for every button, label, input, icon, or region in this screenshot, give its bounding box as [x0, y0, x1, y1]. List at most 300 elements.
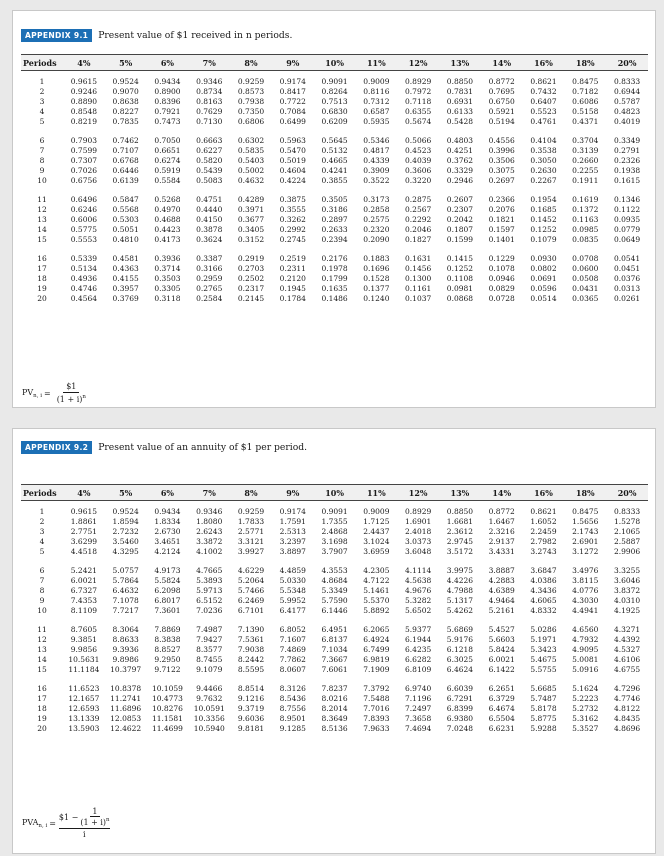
value-cell: 8.8527 [154, 645, 181, 654]
value-cell: 0.4423 [154, 225, 181, 234]
value-cell: 0.5428 [446, 117, 474, 126]
value-cell: 5.3162 [572, 714, 599, 723]
value-cell: 4.8696 [613, 724, 641, 733]
rate-header: 16% [523, 485, 565, 501]
value-cell: 0.5963 [279, 136, 306, 145]
value-cell: 8.9501 [279, 714, 306, 723]
period-cell: 2 [39, 87, 45, 96]
value-cell: 0.6931 [446, 97, 474, 106]
value-cell: 0.5303 [112, 215, 139, 224]
value-cell: 6.8052 [279, 625, 306, 634]
value-cell: 6.9380 [446, 714, 474, 723]
value-cell: 7.0248 [446, 724, 474, 733]
period-cell: 6 [39, 566, 45, 575]
value-cell: 7.1909 [363, 665, 390, 674]
value-cell: 2.1743 [572, 527, 599, 536]
value-cell: 9.2950 [154, 655, 181, 664]
value-cell: 0.7972 [405, 87, 432, 96]
value-cell: 0.3173 [363, 195, 390, 204]
period-cell: 18 [37, 274, 47, 283]
value-cell: 0.1161 [405, 284, 432, 293]
value-cell: 3.1698 [321, 537, 348, 546]
table-row [21, 77, 648, 87]
value-cell: 0.0981 [446, 284, 474, 293]
value-cell: 0.2584 [196, 294, 223, 303]
value-cell: 0.7903 [70, 136, 98, 145]
value-cell: 0.2176 [321, 254, 348, 263]
value-cell: 7.3658 [405, 714, 432, 723]
rate-header: 5% [105, 55, 147, 71]
rate-header: 13% [439, 55, 481, 71]
value-cell: 4.8435 [613, 714, 641, 723]
value-cell: 3.3872 [196, 537, 223, 546]
value-cell: 5.5370 [363, 596, 390, 605]
value-cell: 0.0779 [613, 225, 641, 234]
value-cell: 7.8869 [154, 625, 181, 634]
value-cell: 3.6959 [363, 547, 390, 556]
value-cell: 4.5327 [613, 645, 641, 654]
rate-header: 8% [230, 485, 272, 501]
value-cell: 0.2145 [237, 294, 265, 303]
value-cell: 1.7833 [237, 517, 265, 526]
rate-header: 4% [63, 55, 105, 71]
value-cell: 0.3538 [530, 146, 557, 155]
value-cell: 0.1799 [321, 274, 348, 283]
rate-header: 11% [355, 55, 397, 71]
value-cell: 0.2090 [363, 235, 390, 244]
value-cell: 11.1184 [68, 665, 100, 674]
value-cell: 0.9615 [70, 507, 98, 516]
value-cell: 0.8929 [405, 77, 432, 86]
value-cell: 0.1528 [363, 274, 390, 283]
value-cell: 7.5361 [237, 635, 265, 644]
value-cell: 0.3050 [530, 156, 557, 165]
table-row [21, 625, 648, 635]
value-cell: 9.7632 [196, 694, 223, 703]
value-cell: 0.4289 [237, 195, 265, 204]
table-title: Present value of $1 received in n periods. [98, 30, 293, 41]
value-cell: 0.0728 [488, 294, 515, 303]
value-cell: 0.0514 [530, 294, 557, 303]
value-cell: 0.8929 [405, 507, 432, 516]
period-cell: 18 [37, 704, 47, 713]
value-cell: 0.4688 [154, 215, 181, 224]
value-cell: 0.5134 [70, 264, 98, 273]
value-cell: 0.7473 [154, 117, 181, 126]
table-row [21, 606, 648, 616]
value-cell: 1.8861 [70, 517, 98, 526]
value-cell: 0.4440 [196, 205, 223, 214]
table-row [21, 215, 648, 225]
value-cell: 0.3714 [154, 264, 181, 273]
table-row [21, 274, 648, 284]
value-cell: 7.8237 [321, 684, 348, 693]
value-cell: 5.4527 [488, 625, 515, 634]
value-cell: 0.6499 [279, 117, 306, 126]
value-cell: 0.5268 [154, 195, 181, 204]
value-cell: 0.9070 [112, 87, 139, 96]
value-cell: 0.8850 [446, 77, 474, 86]
value-cell: 0.9174 [279, 507, 306, 516]
rate-header: 18% [564, 55, 606, 71]
value-cell: 5.6869 [446, 625, 474, 634]
value-cell: 0.1346 [613, 195, 641, 204]
value-cell: 0.4810 [112, 235, 139, 244]
value-cell: 0.0600 [572, 264, 599, 273]
value-cell: 11.1581 [151, 714, 183, 723]
value-cell: 6.5504 [488, 714, 515, 723]
value-cell: 6.7101 [237, 606, 265, 615]
value-cell: 7.6061 [321, 665, 348, 674]
value-cell: 8.7455 [196, 655, 223, 664]
value-cell: 6.4951 [321, 625, 348, 634]
value-cell: 0.3118 [154, 294, 181, 303]
value-cell: 0.1229 [488, 254, 515, 263]
value-cell: 4.3295 [112, 547, 139, 556]
value-cell: 0.3762 [446, 156, 474, 165]
rate-header: 14% [481, 55, 523, 71]
table-row [21, 195, 648, 205]
value-cell: 0.0802 [530, 264, 557, 273]
value-cell: 6.8137 [321, 635, 348, 644]
value-cell: 0.2919 [237, 254, 265, 263]
table-row [21, 156, 648, 166]
value-cell: 5.3527 [572, 724, 599, 733]
value-cell: 5.9176 [446, 635, 474, 644]
value-cell: 0.0935 [613, 215, 641, 224]
value-cell: 9.9856 [70, 645, 98, 654]
value-cell: 0.1163 [572, 215, 599, 224]
value-cell: 0.4581 [112, 254, 139, 263]
value-cell: 0.1452 [530, 215, 557, 224]
value-cell: 0.7831 [446, 87, 474, 96]
value-cell: 0.8333 [613, 77, 641, 86]
value-cell: 0.6133 [446, 107, 474, 116]
value-cell: 0.3875 [279, 195, 306, 204]
value-cell: 0.3606 [405, 166, 432, 175]
value-cell: 5.7487 [530, 694, 557, 703]
value-cell: 0.7938 [237, 97, 265, 106]
period-cell: 13 [37, 215, 47, 224]
value-cell: 10.3797 [110, 665, 142, 674]
rate-header: 6% [147, 55, 189, 71]
value-cell: 0.5339 [70, 254, 98, 263]
table-row [21, 284, 648, 294]
value-cell: 9.4466 [196, 684, 223, 693]
rate-header: 10% [314, 485, 356, 501]
value-cell: 0.1807 [446, 225, 474, 234]
value-cell: 0.1599 [446, 235, 474, 244]
value-cell: 0.5775 [70, 225, 98, 234]
value-cell: 0.6944 [613, 87, 641, 96]
value-cell: 7.3792 [363, 684, 390, 693]
value-cell: 5.1317 [446, 596, 474, 605]
value-cell: 0.8227 [112, 107, 139, 116]
value-cell: 8.0216 [321, 694, 348, 703]
period-cell: 10 [37, 606, 47, 615]
value-cell: 6.7499 [363, 645, 390, 654]
value-cell: 0.3166 [196, 264, 223, 273]
value-cell: 0.7026 [70, 166, 98, 175]
value-cell: 4.3436 [530, 586, 557, 595]
appendix-badge: APPENDIX 9.2 [21, 441, 92, 454]
value-cell: 0.1078 [488, 264, 515, 273]
value-cell: 2.2459 [530, 527, 557, 536]
formula-denominator: i [82, 830, 86, 839]
value-cell: 0.5553 [70, 235, 98, 244]
value-cell: 7.5488 [363, 694, 390, 703]
value-cell: 4.2124 [154, 547, 181, 556]
value-cell: 0.2311 [279, 264, 306, 273]
rate-header: 10% [314, 55, 356, 71]
period-cell: 7 [39, 146, 45, 155]
period-cell: 5 [39, 117, 45, 126]
value-cell: 0.1456 [405, 264, 432, 273]
value-cell: 0.2292 [405, 215, 432, 224]
value-cell: 8.7605 [70, 625, 98, 634]
group-spacer [21, 675, 648, 684]
value-cell: 6.4177 [279, 606, 306, 615]
value-cell: 5.0286 [530, 625, 557, 634]
value-cell: 11.2741 [110, 694, 142, 703]
value-cell: 0.4823 [613, 107, 641, 116]
value-cell: 9.8986 [112, 655, 139, 664]
value-cell: 8.3649 [321, 714, 348, 723]
appendix-9-1-panel [12, 10, 656, 408]
value-cell: 0.3522 [363, 176, 390, 185]
value-cell: 0.0930 [530, 254, 557, 263]
value-cell: 7.9427 [196, 635, 223, 644]
value-cell: 5.9952 [279, 596, 306, 605]
value-cell: 0.4173 [154, 235, 181, 244]
rate-header: 7% [188, 55, 230, 71]
value-cell: 0.1821 [488, 215, 515, 224]
value-cell: 3.5172 [446, 547, 474, 556]
value-cell: 4.1002 [196, 547, 223, 556]
value-cell: 4.7988 [446, 586, 474, 595]
value-cell: 0.1685 [530, 205, 557, 214]
value-cell: 8.3064 [112, 625, 139, 634]
value-cell: 0.3186 [321, 205, 348, 214]
value-cell: 10.1059 [151, 684, 183, 693]
value-cell: 3.2743 [530, 547, 557, 556]
value-cell: 0.0868 [446, 294, 474, 303]
value-cell: 10.8378 [110, 684, 142, 693]
value-cell: 3.8372 [613, 586, 641, 595]
value-cell: 6.8017 [154, 596, 181, 605]
value-cell: 0.5051 [112, 225, 139, 234]
value-cell: 0.7921 [154, 107, 181, 116]
value-cell: 0.4339 [363, 156, 390, 165]
value-cell: 0.5132 [321, 146, 348, 155]
value-cell: 0.9434 [154, 77, 181, 86]
value-cell: 6.0021 [70, 576, 98, 585]
rate-header: 11% [355, 485, 397, 501]
value-cell: 2.4437 [363, 527, 390, 536]
value-cell: 7.3601 [154, 606, 181, 615]
group-spacer [21, 557, 648, 566]
value-cell: 3.6847 [530, 566, 557, 575]
value-cell: 2.9745 [446, 537, 474, 546]
value-cell: 0.2502 [237, 274, 265, 283]
value-cell: 12.6593 [68, 704, 100, 713]
value-cell: 0.2992 [279, 225, 306, 234]
value-cell: 1.5656 [572, 517, 599, 526]
value-cell: 0.3305 [154, 284, 181, 293]
value-cell: 0.3262 [279, 215, 306, 224]
value-cell: 1.7591 [279, 517, 306, 526]
value-cell: 0.0541 [613, 254, 641, 263]
value-cell: 4.0310 [613, 596, 641, 605]
value-cell: 5.7590 [321, 596, 348, 605]
value-cell: 10.0591 [193, 704, 225, 713]
value-cell: 7.9633 [363, 724, 390, 733]
value-cell: 0.5584 [154, 176, 181, 185]
value-cell: 0.6756 [70, 176, 98, 185]
value-cell: 3.1024 [363, 537, 390, 546]
value-cell: 0.0508 [572, 274, 599, 283]
value-cell: 6.8109 [405, 665, 432, 674]
value-cell: 4.6229 [237, 566, 265, 575]
value-cell: 0.2630 [530, 166, 557, 175]
value-cell: 4.6755 [613, 665, 641, 674]
value-cell: 1.7355 [321, 517, 348, 526]
value-cell: 4.9464 [488, 596, 515, 605]
value-cell: 0.1615 [613, 176, 641, 185]
table-row [21, 596, 648, 606]
value-cell: 6.2651 [488, 684, 515, 693]
value-cell: 0.4251 [446, 146, 474, 155]
appendix-badge: APPENDIX 9.1 [21, 29, 92, 42]
value-cell: 3.3255 [613, 566, 641, 575]
value-cell: 4.5638 [405, 576, 432, 585]
value-cell: 0.0376 [613, 274, 641, 283]
value-cell: 0.1079 [530, 235, 557, 244]
table-row [21, 694, 648, 704]
group-spacer [21, 245, 648, 254]
value-cell: 4.4941 [572, 606, 599, 615]
value-cell: 0.2076 [488, 205, 515, 214]
value-cell: 5.1971 [530, 635, 557, 644]
value-cell: 4.3271 [613, 625, 641, 634]
value-cell: 2.7751 [70, 527, 98, 536]
value-cell: 3.4331 [488, 547, 515, 556]
value-cell: 0.3349 [613, 136, 641, 145]
value-cell: 0.8163 [196, 97, 223, 106]
value-cell: 0.1377 [363, 284, 390, 293]
value-cell: 0.4761 [530, 117, 557, 126]
rate-header: 12% [397, 485, 439, 501]
rate-header: 9% [272, 485, 314, 501]
value-cell: 0.7118 [405, 97, 432, 106]
value-cell: 0.5787 [613, 97, 641, 106]
formula-inner-fraction: $\frac{1}{(1 + i)^n}$ [80, 807, 110, 827]
value-cell: 0.1945 [279, 284, 306, 293]
value-cell: 6.2098 [154, 586, 181, 595]
present-value-table [21, 54, 648, 304]
value-cell: 0.3624 [196, 235, 223, 244]
value-cell: 8.5595 [237, 665, 265, 674]
table-row [21, 136, 648, 146]
value-cell: 5.9377 [405, 625, 432, 634]
value-cell: 0.4039 [405, 156, 432, 165]
table-row [21, 507, 648, 517]
value-cell: 6.4624 [446, 665, 474, 674]
value-cell: 0.2394 [321, 235, 348, 244]
table-row [21, 537, 648, 547]
value-cell: 5.5824 [154, 576, 181, 585]
value-cell: 0.5019 [279, 156, 306, 165]
value-cell: 4.2883 [488, 576, 515, 585]
value-cell: 0.4751 [196, 195, 223, 204]
value-cell: 10.4773 [151, 694, 183, 703]
value-cell: 3.4976 [572, 566, 599, 575]
value-cell: 4.4859 [279, 566, 306, 575]
rate-header: 8% [230, 55, 272, 71]
value-cell: 5.8892 [363, 606, 390, 615]
value-cell: 2.3612 [446, 527, 474, 536]
value-cell: 0.3405 [237, 225, 265, 234]
value-cell: 6.2065 [363, 625, 390, 634]
value-cell: 0.3996 [488, 146, 515, 155]
value-cell: 6.1446 [321, 606, 348, 615]
formula-fraction [54, 382, 89, 404]
value-cell: 9.6036 [237, 714, 265, 723]
value-cell: 0.0835 [572, 235, 599, 244]
value-cell: 0.3878 [196, 225, 223, 234]
value-cell: 2.4018 [405, 527, 432, 536]
value-cell: 4.7746 [613, 694, 641, 703]
value-cell: 0.3555 [279, 205, 306, 214]
value-cell: 0.1252 [530, 225, 557, 234]
value-cell: 0.8772 [488, 77, 515, 86]
value-cell: 0.1635 [321, 284, 348, 293]
value-cell: 9.1285 [279, 724, 306, 733]
value-cell: 0.9009 [363, 507, 390, 516]
value-cell: 4.7665 [196, 566, 223, 575]
value-cell: 2.7232 [112, 527, 139, 536]
value-cell: 0.7307 [70, 156, 98, 165]
period-cell: 10 [37, 176, 47, 185]
value-cell: 1.8080 [196, 517, 223, 526]
table-row [21, 576, 648, 586]
value-cell: 6.3729 [488, 694, 515, 703]
value-cell: 0.2791 [613, 146, 641, 155]
value-cell: 0.4803 [446, 136, 474, 145]
rate-header: 20% [606, 485, 648, 501]
value-cell: 5.8424 [488, 645, 515, 654]
value-cell: 0.6086 [572, 97, 599, 106]
group-spacer [21, 186, 648, 195]
value-cell: 0.8396 [154, 97, 181, 106]
value-cell: 0.2660 [572, 156, 599, 165]
value-cell: 0.4019 [613, 117, 641, 126]
value-cell: 0.5568 [112, 205, 139, 214]
value-cell: 0.2046 [405, 225, 432, 234]
value-cell: 6.1218 [446, 645, 474, 654]
value-cell: 5.5755 [530, 665, 557, 674]
value-cell: 7.4694 [405, 724, 432, 733]
table-row [21, 645, 648, 655]
value-cell: 0.1696 [363, 264, 390, 273]
value-cell: 0.4936 [70, 274, 98, 283]
value-cell: 11.6523 [68, 684, 100, 693]
value-cell: 0.5066 [405, 136, 432, 145]
value-cell: 0.6587 [363, 107, 390, 116]
value-cell: 0.9346 [196, 77, 223, 86]
value-cell: 0.0691 [530, 274, 557, 283]
table-row [21, 254, 648, 264]
